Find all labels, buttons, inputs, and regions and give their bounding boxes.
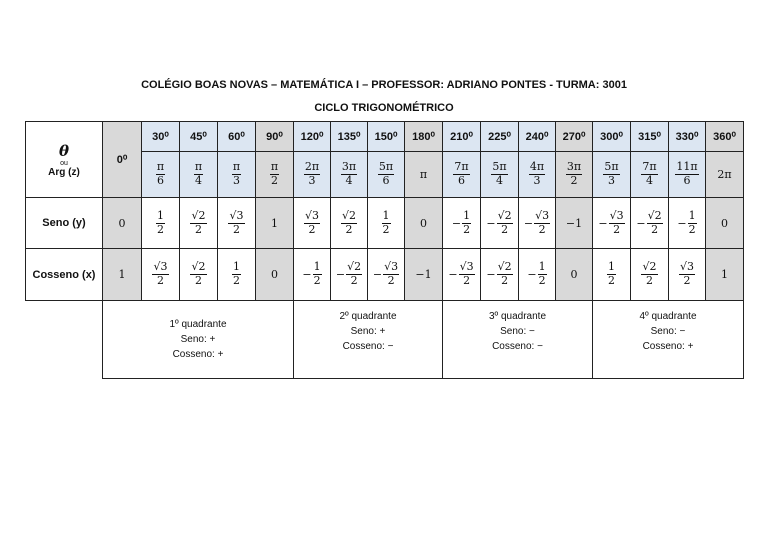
fraction xyxy=(228,210,244,236)
denominator: 2 xyxy=(463,222,471,236)
denominator: 2 xyxy=(651,222,659,236)
denominator: 2 xyxy=(570,174,578,187)
denominator: 6 xyxy=(156,174,164,187)
cosseno-cell xyxy=(669,249,706,301)
degree-cell: 30⁰ xyxy=(142,122,180,152)
denominator: 2 xyxy=(382,222,390,236)
degree-cell: 270⁰ xyxy=(556,122,593,152)
numerator: 1 xyxy=(538,260,546,274)
fraction xyxy=(304,210,320,236)
radian-cell xyxy=(331,152,368,198)
fraction xyxy=(529,161,545,187)
cosseno-cell xyxy=(180,249,218,301)
denominator: 2 xyxy=(345,222,353,236)
value-text: 0 xyxy=(271,268,278,281)
denominator: 2 xyxy=(232,222,240,236)
empty-cell xyxy=(26,301,103,379)
degree-cell: 120⁰ xyxy=(294,122,331,152)
fraction xyxy=(156,161,165,187)
value-text: 0 xyxy=(118,216,126,230)
minus-sign: − xyxy=(372,268,383,281)
radian-cell xyxy=(368,152,405,198)
radian-cell xyxy=(481,152,519,198)
denominator: 2 xyxy=(194,222,202,236)
cosseno-cell xyxy=(519,249,556,301)
quadrant-seno: Seno: + xyxy=(180,334,216,345)
cosseno-cell xyxy=(631,249,669,301)
radian-cell xyxy=(631,152,669,198)
seno-cell xyxy=(256,198,294,249)
numerator: √2 xyxy=(647,208,662,222)
quadrant-name: 4º quadrante xyxy=(639,311,697,322)
numerator: √3 xyxy=(384,260,399,274)
degree-cell: 225⁰ xyxy=(481,122,519,152)
fraction xyxy=(609,210,625,236)
numerator: √3 xyxy=(229,208,244,222)
cosseno-cell xyxy=(405,249,443,301)
seno-cell xyxy=(294,198,331,249)
seno-cell xyxy=(519,198,556,249)
seno-cell xyxy=(556,198,593,249)
fraction xyxy=(270,161,279,187)
radian-cell xyxy=(256,152,294,198)
value-text: 0 xyxy=(420,216,427,230)
minus-sign: − xyxy=(523,216,534,230)
cosseno-cell xyxy=(706,249,744,301)
minus-sign: − xyxy=(527,268,537,281)
degree-cell: 240⁰ xyxy=(519,122,556,152)
numerator: π xyxy=(270,160,279,174)
numerator: 5π xyxy=(378,160,394,174)
quadrant-seno: Seno: − xyxy=(500,326,535,337)
degree-cell: 300⁰ xyxy=(593,122,631,152)
denominator: 2 xyxy=(688,222,696,236)
value-text: −1 xyxy=(415,268,432,281)
fraction xyxy=(688,210,697,236)
fraction xyxy=(156,210,165,236)
numerator: √2 xyxy=(341,208,356,222)
minus-sign: − xyxy=(335,268,346,281)
numerator: 7π xyxy=(454,160,469,174)
denominator: 4 xyxy=(645,174,653,187)
radian-cell xyxy=(556,152,593,198)
quadrant-cell xyxy=(103,301,294,379)
numerator: √2 xyxy=(191,260,206,274)
value-text: 1 xyxy=(118,268,126,281)
radian-cell xyxy=(180,152,218,198)
numerator: 1 xyxy=(608,260,615,274)
numerator: π xyxy=(232,160,241,174)
denominator: 2 xyxy=(683,274,691,287)
page-title: COLÉGIO BOAS NOVAS – MATEMÁTICA I – PROFESSOR: ADRIANO PONTES - TURMA: 3001 xyxy=(141,79,627,91)
degree-cell: 0⁰ xyxy=(103,122,142,198)
numerator: 3π xyxy=(341,160,357,174)
denominator: 4 xyxy=(495,174,503,187)
numerator: π xyxy=(194,160,203,174)
numerator: 5π xyxy=(604,160,619,174)
numerator: 1 xyxy=(313,260,321,274)
seno-cell xyxy=(331,198,368,249)
seno-cell xyxy=(405,198,443,249)
fraction xyxy=(641,261,657,287)
cosseno-cell xyxy=(103,249,142,301)
denominator: 2 xyxy=(645,274,653,287)
degree-cell: 90⁰ xyxy=(256,122,294,152)
minus-sign: − xyxy=(448,268,458,281)
degree-cell: 330⁰ xyxy=(669,122,706,152)
seno-cell xyxy=(218,198,256,249)
numerator: √3 xyxy=(304,208,319,222)
numerator: 2π xyxy=(304,160,320,174)
minus-sign: − xyxy=(302,268,312,281)
value-text: 0 xyxy=(721,216,728,230)
fraction xyxy=(190,261,206,287)
cosseno-cell xyxy=(331,249,368,301)
cosseno-cell xyxy=(142,249,180,301)
denominator: 2 xyxy=(308,222,316,236)
seno-cell xyxy=(443,198,481,249)
radian-cell xyxy=(669,152,706,198)
radian-cell xyxy=(443,152,481,198)
radian-cell xyxy=(405,152,443,198)
seno-cell xyxy=(631,198,669,249)
cosseno-cell xyxy=(368,249,405,301)
seno-cell xyxy=(142,198,180,249)
value-text: 0 xyxy=(570,268,578,281)
radian-cell xyxy=(142,152,180,198)
cosseno-cell xyxy=(218,249,256,301)
fraction xyxy=(346,261,362,287)
denominator: 3 xyxy=(607,174,615,187)
denominator: 2 xyxy=(538,222,546,236)
cosseno-cell xyxy=(294,249,331,301)
fraction xyxy=(194,161,203,187)
denominator: 2 xyxy=(350,274,358,287)
denominator: 3 xyxy=(232,174,240,187)
value-text: 1 xyxy=(271,216,278,230)
denominator: 3 xyxy=(308,174,316,187)
radian-cell xyxy=(706,152,744,198)
fraction xyxy=(232,261,241,287)
seno-cell xyxy=(368,198,405,249)
fraction xyxy=(341,161,357,187)
fraction xyxy=(453,161,469,187)
degree-cell: 360⁰ xyxy=(706,122,744,152)
quadrant-cell xyxy=(593,301,744,379)
trig-table xyxy=(25,121,744,379)
minus-sign: − xyxy=(598,216,608,230)
fraction xyxy=(538,261,547,287)
degree-cell: 60⁰ xyxy=(218,122,256,152)
denominator: 3 xyxy=(533,174,541,187)
denominator: 2 xyxy=(233,274,240,287)
numerator: π xyxy=(156,160,165,174)
fraction xyxy=(647,210,663,236)
fraction xyxy=(382,210,391,236)
fraction xyxy=(566,161,582,187)
seno-cell xyxy=(103,198,142,249)
page-subtitle: CICLO TRIGONOMÉTRICO xyxy=(314,102,454,114)
arg-label: Arg (z) xyxy=(48,166,80,178)
fraction xyxy=(603,161,619,187)
minus-sign: − xyxy=(677,216,687,230)
denominator: 2 xyxy=(270,174,278,187)
denominator: 2 xyxy=(501,222,509,236)
quadrant-cosseno: Cosseno: + xyxy=(642,341,694,352)
row-header-cosseno: Cosseno (x) xyxy=(26,249,103,301)
numerator: √2 xyxy=(347,260,362,274)
fraction xyxy=(378,161,394,187)
cosseno-cell xyxy=(556,249,593,301)
seno-cell xyxy=(706,198,744,249)
numerator: 1 xyxy=(157,208,164,222)
numerator: √3 xyxy=(679,260,694,274)
degree-cell: 150⁰ xyxy=(368,122,405,152)
denominator: 2 xyxy=(156,274,164,287)
cosseno-cell xyxy=(256,249,294,301)
value-text: −1 xyxy=(565,216,583,230)
numerator: 11π xyxy=(676,160,698,174)
minus-sign: − xyxy=(486,268,496,281)
row-header-seno: Seno (y) xyxy=(26,198,103,249)
degree-cell: 315⁰ xyxy=(631,122,669,152)
numerator: 4π xyxy=(529,160,545,174)
quadrant-name: 2º quadrante xyxy=(339,311,397,322)
fraction xyxy=(534,210,550,236)
cosseno-cell xyxy=(593,249,631,301)
quadrant-seno: Seno: − xyxy=(650,326,686,337)
ou-label: ou xyxy=(60,159,68,167)
denominator: 2 xyxy=(313,274,321,287)
denominator: 2 xyxy=(194,274,202,287)
theta-symbol: θ xyxy=(58,141,69,160)
value-text: 2π xyxy=(717,168,732,181)
numerator: 1 xyxy=(463,208,471,222)
seno-cell xyxy=(669,198,706,249)
numerator: 1 xyxy=(382,208,390,222)
degree-cell: 135⁰ xyxy=(331,122,368,152)
value-text: 1 xyxy=(721,268,728,281)
minus-sign: − xyxy=(451,216,462,230)
quadrant-cell xyxy=(443,301,593,379)
numerator: √3 xyxy=(609,208,624,222)
seno-cell xyxy=(481,198,519,249)
fraction xyxy=(675,161,698,187)
fraction xyxy=(462,210,471,236)
fraction xyxy=(641,161,657,187)
cosseno-cell xyxy=(443,249,481,301)
denominator: 2 xyxy=(608,274,615,287)
fraction xyxy=(313,261,322,287)
numerator: √3 xyxy=(459,260,474,274)
quadrant-name: 3º quadrante xyxy=(488,311,547,322)
denominator: 6 xyxy=(683,174,691,187)
numerator: 5π xyxy=(492,160,507,174)
denominator: 4 xyxy=(345,174,353,187)
fraction xyxy=(679,261,695,287)
denominator: 4 xyxy=(194,174,202,187)
numerator: √3 xyxy=(153,260,168,274)
fraction xyxy=(607,261,616,287)
numerator: √3 xyxy=(535,208,550,222)
quadrant-cosseno: Cosseno: − xyxy=(342,341,394,352)
quadrant-seno: Seno: + xyxy=(350,326,386,337)
value-text: π xyxy=(419,168,428,181)
denominator: 2 xyxy=(387,274,395,287)
radian-cell xyxy=(519,152,556,198)
minus-sign: − xyxy=(636,216,646,230)
fraction xyxy=(491,161,507,187)
fraction xyxy=(341,210,357,236)
degree-cell: 180⁰ xyxy=(405,122,443,152)
numerator: √2 xyxy=(191,208,206,222)
numerator: 1 xyxy=(688,208,696,222)
denominator: 2 xyxy=(501,274,509,287)
numerator: 7π xyxy=(642,160,657,174)
radian-cell xyxy=(294,152,331,198)
minus-sign: − xyxy=(486,216,496,230)
denominator: 2 xyxy=(157,222,164,236)
fraction xyxy=(152,261,168,287)
quadrant-name: 1º quadrante xyxy=(169,319,227,330)
fraction xyxy=(383,261,399,287)
seno-cell xyxy=(180,198,218,249)
denominator: 2 xyxy=(613,222,621,236)
fraction xyxy=(232,161,241,187)
denominator: 6 xyxy=(382,174,390,187)
fraction xyxy=(190,210,206,236)
numerator: 1 xyxy=(233,260,240,274)
quadrant-cosseno: Cosseno: − xyxy=(492,341,543,352)
degree-cell: 45⁰ xyxy=(180,122,218,152)
numerator: √2 xyxy=(497,260,512,274)
quadrant-cell xyxy=(294,301,443,379)
radian-cell xyxy=(593,152,631,198)
numerator: √2 xyxy=(497,208,512,222)
numerator: √2 xyxy=(642,260,657,274)
fraction xyxy=(497,210,513,236)
denominator: 2 xyxy=(463,274,471,287)
seno-cell xyxy=(593,198,631,249)
cosseno-cell xyxy=(481,249,519,301)
denominator: 2 xyxy=(538,274,546,287)
numerator: 3π xyxy=(566,160,582,174)
radian-cell xyxy=(218,152,256,198)
fraction xyxy=(459,261,475,287)
degree-cell: 210⁰ xyxy=(443,122,481,152)
fraction xyxy=(304,161,320,187)
denominator: 6 xyxy=(457,174,465,187)
theta-header-cell xyxy=(26,122,103,198)
fraction xyxy=(497,261,513,287)
quadrant-cosseno: Cosseno: + xyxy=(172,349,224,360)
